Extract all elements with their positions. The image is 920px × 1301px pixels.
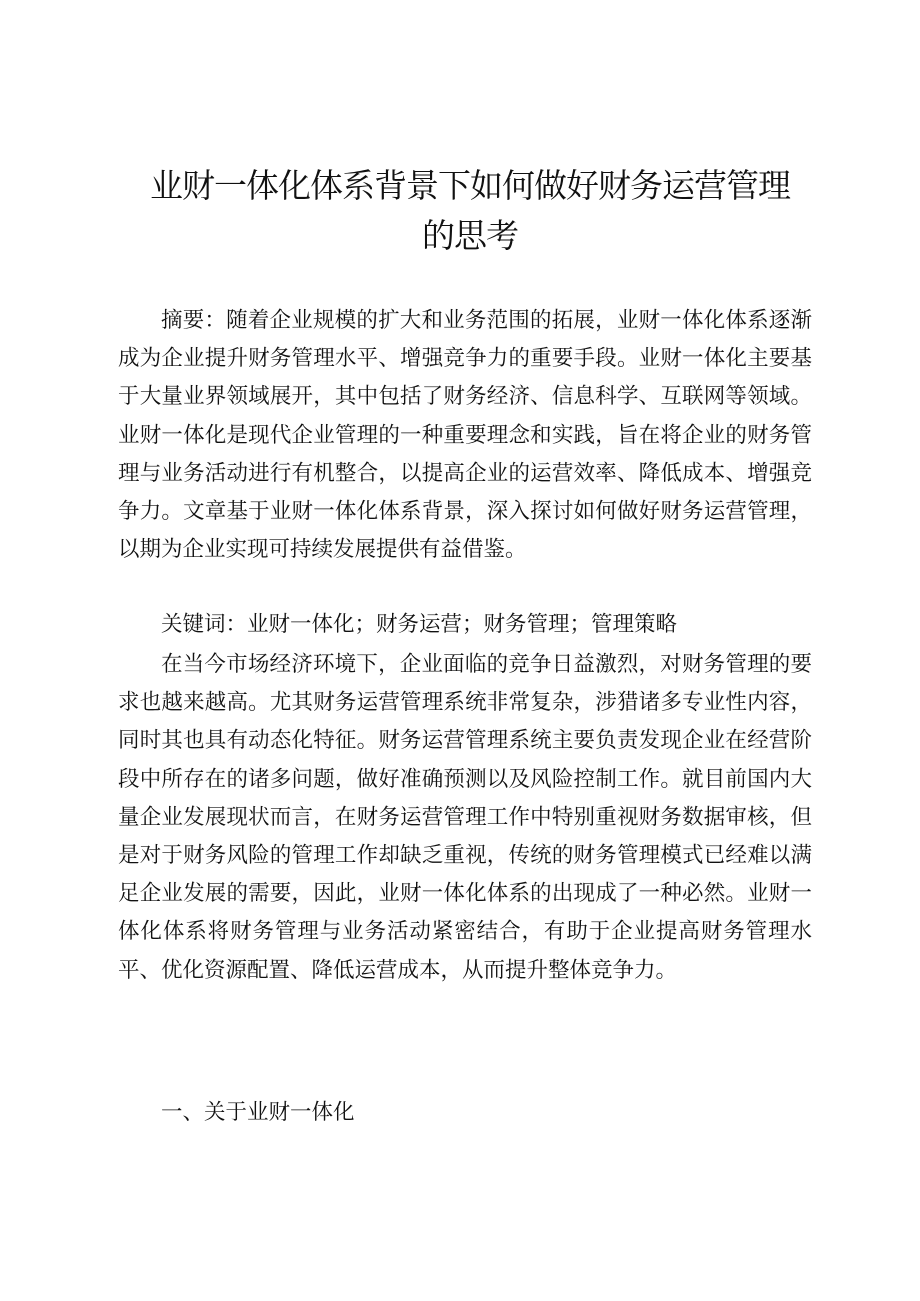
abstract-paragraph: 摘要：随着企业规模的扩大和业务范围的拓展，业财一体化体系逐渐成为企业提升财务管理水平、增强竞争力的重要手段。业财一体化主要基于大量业界领域展开，其中包括了财务经济、信息科学、互联网等领域。业财一体化是现代企业管理的一种重要理念和实践，旨在将企业的财务管理与业务活动进行有机整合，以提高企业的运营效率、降低成本、增强竞争力。文章基于业财一体化体系背景，深入探讨如何做好财务运营管理，以期为企业实现可持续发展提供有益借鉴。 xyxy=(118,308,812,563)
document-title-line-2: 的思考 xyxy=(422,216,518,255)
introduction-paragraph: 在当今市场经济环境下，企业面临的竞争日益激烈，对财务管理的要求也越来越高。尤其财务运营管理系统非常复杂，涉猎诸多专业性内容，同时其也具有动态化特征。财务运营管理系统主要负责发现企业在经营阶段中所存在的诸多问题，做好准确预测以及风险控制工作。就目前国内大量企业发展现状而言，在财务运营管理工作中特别重视财务数据审核，但是对于财务风险的管理工作却缺乏重视，传统的财务管理模式已经难以满足企业发展的需要，因此，业财一体化体系的出现成了一种必然。业财一体化体系将财务管理与业务活动紧密结合，有助于企业提高财务管理水平、优化资源配置、降低运营成本，从而提升整体竞争力。 xyxy=(118,652,812,983)
keywords-paragraph: 关键词：业财一体化；财务运营；财务管理；管理策略 xyxy=(161,612,678,637)
document-title-line-1: 业财一体化体系背景下如何做好财务运营管理 xyxy=(150,166,790,205)
section-1-heading: 一、关于业财一体化 xyxy=(161,1100,355,1125)
